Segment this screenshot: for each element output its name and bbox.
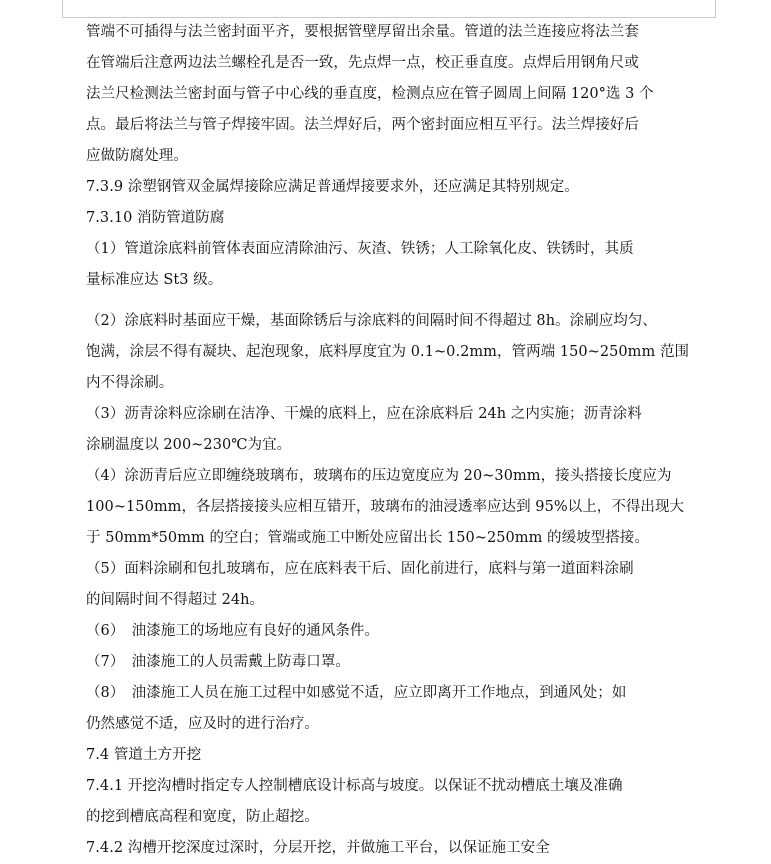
section-heading-7-3-9: 7.3.9 涂塑钢管双金属焊接除应满足普通焊接要求外，还应满足其特别规定。 [86, 179, 579, 195]
section-heading-7-4-2-line: 7.4.2 沟槽开挖深度过深时，分层开挖，并做施工平台，以保证施工安全 [86, 840, 550, 856]
list-item-8-line: （8） 油漆施工人员在施工过程中如感觉不适，应立即离开工作地点，到通风处；如 [86, 685, 627, 701]
list-item-7-line: （7） 油漆施工的人员需戴上防毒口罩。 [86, 654, 350, 670]
page-header-boundary [62, 0, 716, 18]
paragraph-line: 应做防腐处理。 [86, 148, 188, 164]
list-item-2-line: 内不得涂刷。 [86, 375, 174, 391]
section-heading-7-3-10: 7.3.10 消防管道防腐 [86, 210, 225, 226]
list-item-5-line: （5）面料涂刷和包扎玻璃布，应在底料表干后、固化前进行，底料与第一道面料涂刷 [86, 561, 634, 577]
list-item-3-line: 涂刷温度以 200~230℃为宜。 [86, 437, 292, 453]
document-body [86, 17, 696, 864]
paragraph-line: 点。最后将法兰与管子焊接牢固。法兰焊好后，两个密封面应相互平行。法兰焊接好后 [86, 117, 639, 133]
list-item-5-line: 的间隔时间不得超过 24h。 [86, 592, 265, 608]
list-item-8-line: 仍然感觉不适，应及时的进行治疗。 [86, 716, 319, 732]
list-item-3-line: （3）沥青涂料应涂刷在洁净、干燥的底料上，应在涂底料后 24h 之内实施；沥青涂料 [86, 406, 642, 422]
section-heading-7-4-1-line: 的挖到槽底高程和宽度，防止超挖。 [86, 809, 319, 825]
section-heading-7-4-1-line: 7.4.1 开挖沟槽时指定专人控制槽底设计标高与坡度。以保证不扰动槽底土壤及准确 [86, 778, 623, 794]
paragraph-line: 管端不可插得与法兰密封面平齐，要根据管壁厚留出余量。管道的法兰连接应将法兰套 [86, 24, 639, 40]
list-item-4-line: （4）涂沥青后应立即缠绕玻璃布，玻璃布的压边宽度应为 20~30mm，接头搭接长度应为 [86, 468, 672, 484]
paragraph-line: 在管端后注意两边法兰螺栓孔是否一致，先点焊一点，校正垂直度。点焊后用钢角尺或 [86, 55, 639, 71]
list-item-2-line: （2）涂底料时基面应干燥，基面除锈后与涂底料的间隔时间不得超过 8h。涂刷应均匀、 [86, 313, 657, 329]
list-item-6-line: （6） 油漆施工的场地应有良好的通风条件。 [86, 623, 380, 639]
paragraph-spacing [86, 296, 696, 306]
list-item-4-line: 100~150mm，各层搭接接头应相互错开，玻璃布的油浸透率应达到 95%以上，不得出现大 [86, 499, 685, 515]
list-item-1-line: 量标准应达 St3 级。 [86, 272, 223, 288]
section-heading-7-4: 7.4 管道土方开挖 [86, 747, 202, 763]
list-item-2-line: 饱满，涂层不得有凝块、起泡现象，底料厚度宜为 0.1~0.2mm，管两端 150~250mm 范围 [86, 344, 690, 360]
list-item-4-line: 于 50mm*50mm 的空白；管端或施工中断处应留出长 150~250mm 的缓坡型搭接。 [86, 530, 649, 546]
paragraph-line: 法兰尺检测法兰密封面与管子中心线的垂直度，检测点应在管子圆周上间隔 120°选 3 个 [86, 86, 654, 102]
list-item-1-line: （1）管道涂底料前管体表面应清除油污、灰渣、铁锈；人工除氧化皮、铁锈时，其质 [86, 241, 634, 257]
